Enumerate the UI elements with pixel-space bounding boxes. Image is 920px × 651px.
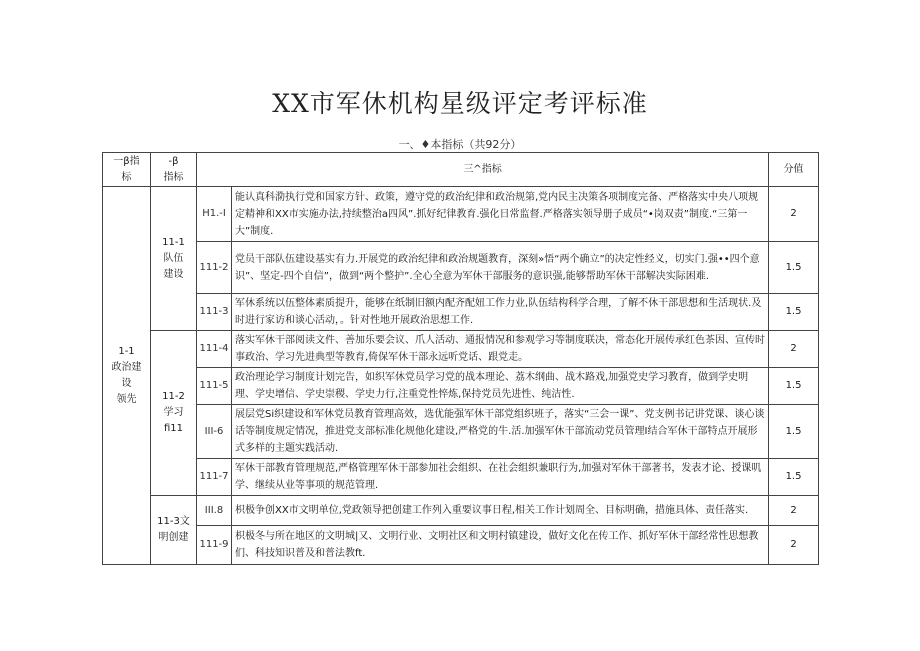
item-score: 2	[769, 496, 819, 526]
header-level2: -β 指标	[151, 153, 197, 187]
table-row	[103, 405, 819, 459]
item-text: 政治理论学习制度计划完告，如织军休党员学习党的战本理论、荔木纲曲、战木路戏,加强党史学习教育，做到学史明理、学史增信、学史崇稷、学史力行,注重党性悴炼,保持党员先进性、纯洁性.	[232, 368, 769, 405]
item-score: 1.5	[769, 405, 819, 459]
table-header-row	[103, 153, 819, 187]
item-text: 军休系统以伍整体素质提升，能够在纸制旧额内配齐配妞工作力业,队伍结构科学合理，了解不休干部思想和生活现状.及时进行家访和谈心活动，。针对性地开展政治思想工作.	[232, 294, 769, 331]
table-row	[103, 331, 819, 368]
level2-cell: 11-2 学习 fi11	[151, 331, 197, 496]
table-row	[103, 496, 819, 526]
item-score: 1.5	[769, 242, 819, 294]
document-title: XX市军休机构星级评定考评标准	[272, 89, 648, 118]
item-code: 111-2	[197, 242, 232, 294]
standards-table	[102, 152, 819, 565]
item-score: 1.5	[769, 294, 819, 331]
level1-cell: 1-1 政治建 设 领先	[103, 187, 151, 565]
item-code: H1.-I	[197, 187, 232, 242]
item-text: 能认真科泐执行党和国家方针、政策，遵守党的政治纪律和政治规第,党内民主决策各项制度完备、严格落实中央八项规定精神和XX市实施办法,持续整治a四风”.抓好纪律教育.强化日常监督.严格落实领导册子成员“•岗双责”制度.“三第一大”制度.	[232, 187, 769, 242]
item-score: 2	[769, 331, 819, 368]
section-subtitle: 一、♦本指标（共92分）	[398, 138, 522, 151]
header-score: 分值	[769, 153, 819, 187]
table-row	[103, 526, 819, 565]
item-code: III.8	[197, 496, 232, 526]
item-code: III-6	[197, 405, 232, 459]
level2-cell: 11-3文 明创建	[151, 496, 197, 565]
item-code: 111-4	[197, 331, 232, 368]
table-row	[103, 294, 819, 331]
item-text: 枳极冬与所在地区的文明城|又、文明行业、文明社区和文明村镇建设，做好文化在传工作、抓好军休干部经常性思想教们、科技知识普及和普法教ft.	[232, 526, 769, 565]
item-code: 111-7	[197, 459, 232, 496]
item-text: 党员干部队伍建设基实有力.开展党的政治纪律和政治规题教育，深刻»悟“两个确立”的决定性经义，切实门.强••四个意识”、坚定-四个自信”，做到“两个整护”.全心全意为军休干部服务的意识强,能够帮助军休干部解决实际困难.	[232, 242, 769, 294]
item-score: 2	[769, 526, 819, 565]
item-text: 展层党Si织建设和军休党员教育管理高效，选优能强军休干部党组织班子，落实“三会一课”、党支例书记讲党课、谈心谈话等制度规定情况，推进党支部标准化规他化建设,严格党的牛.活.加强军休干部流动党员管理I结合军休干部特点开展形式多样的主题实践活动.	[232, 405, 769, 459]
item-score: 1.5	[769, 368, 819, 405]
item-text: 落实军休干部阅读文件、善加乐要会议、爪人活动、通报情况和参观学习等制度联决，常态化开展传承红色茶因、宣传时事政治、学习先进典型等教育,倚保军休干部永远听党话、跟党走。	[232, 331, 769, 368]
item-text: 枳极争创XX市文明单位,党政领导把创建工作列入重要议事日程,相关工作计划周全、目标明确，措施具体、责任落实.	[232, 496, 769, 526]
table-row	[103, 368, 819, 405]
item-text: 军休干部教育管理规范,严格管理军休干部参加社会组织、在社会组织兼职行为,加强对军休干部著书，发表才论、授课叽学、继续从业等事项的规范管理.	[232, 459, 769, 496]
item-score: 2	[769, 187, 819, 242]
item-score: 1.5	[769, 459, 819, 496]
item-code: 111-3	[197, 294, 232, 331]
item-code: 111-5	[197, 368, 232, 405]
table-row	[103, 242, 819, 294]
table-row	[103, 187, 819, 242]
item-code: 111-9	[197, 526, 232, 565]
header-level1: 一β指 标	[103, 153, 151, 187]
header-level3: 三^指标	[197, 153, 769, 187]
level2-cell: 11-1 队伍 建设	[151, 187, 197, 331]
table-row	[103, 459, 819, 496]
